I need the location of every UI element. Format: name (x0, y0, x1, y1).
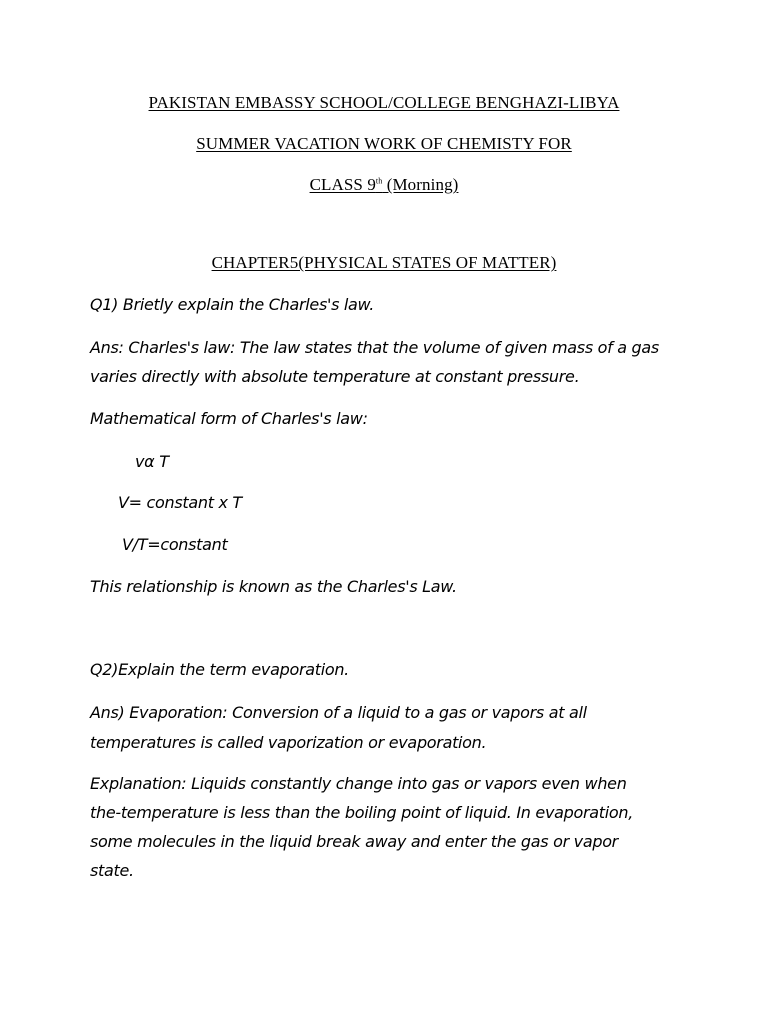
q1-answer-line-1: Ans: Charles's law: The law states that the volume of given mass of a gas (90, 338, 659, 357)
class-ordinal: th (375, 176, 383, 186)
q1-question: Q1) Brietly explain the Charles's law. (90, 295, 375, 314)
work-title: SUMMER VACATION WORK OF CHEMISTY FOR (196, 134, 572, 153)
school-title: PAKISTAN EMBASSY SCHOOL/COLLEGE BENGHAZI-LIBYA (148, 93, 620, 112)
q2-answer-line-1: Ans) Evaporation: Conversion of a liquid to a gas or vapors at all (90, 703, 587, 722)
chapter-title: CHAPTER5(PHYSICAL STATES OF MATTER) (211, 253, 557, 272)
q1-math-heading: Mathematical form of Charles's law: (90, 409, 368, 428)
class-title (0, 175, 768, 195)
q1-conclusion: This relationship is known as the Charles's Law. (90, 577, 457, 596)
q1-answer-line-2: varies directly with absolute temperature at constant pressure. (90, 367, 580, 386)
q1-equation-3: V/T=constant (122, 535, 228, 554)
q1-equation-1: vα T (135, 452, 169, 471)
q2-explanation-line-3: some molecules in the liquid break away and enter the gas or vapor (90, 832, 618, 851)
class-session: (Morning) (382, 175, 459, 194)
q2-explanation-line-4: state. (90, 861, 134, 880)
q2-explanation-line-2: the-temperature is less than the boiling point of liquid. In evaporation, (90, 803, 633, 822)
q1-equation-2: V= constant x T (118, 493, 242, 512)
q2-question: Q2)Explain the term evaporation. (90, 660, 349, 679)
q2-explanation-line-1: Explanation: Liquids constantly change into gas or vapors even when (90, 774, 627, 793)
class-label: CLASS 9 (309, 175, 376, 194)
q2-answer-line-2: temperatures is called vaporization or evaporation. (90, 733, 487, 752)
